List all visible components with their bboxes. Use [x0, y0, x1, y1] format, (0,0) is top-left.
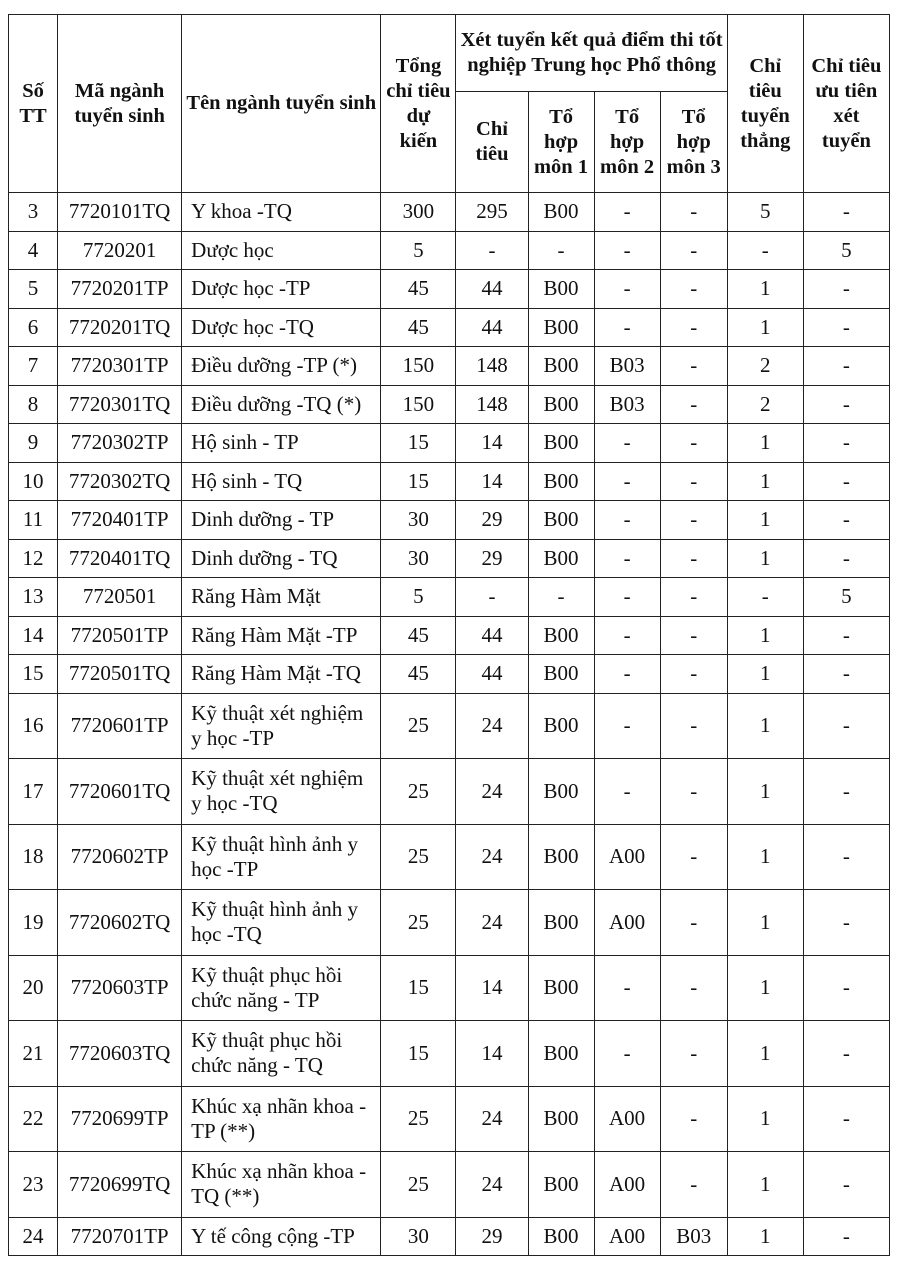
- cell-direct-quota: 1: [727, 270, 803, 309]
- cell-combo-3: -: [660, 501, 727, 540]
- cell-priority-quota: -: [803, 655, 889, 694]
- cell-total-quota: 45: [381, 270, 456, 309]
- cell-combo-2: A00: [594, 824, 660, 890]
- cell-quota: 148: [456, 347, 528, 386]
- cell-stt: 17: [9, 759, 58, 825]
- cell-stt: 16: [9, 693, 58, 759]
- header-combo-1: Tổ hợp môn 1: [528, 92, 594, 193]
- header-combo-3: Tổ hợp môn 3: [660, 92, 727, 193]
- cell-combo-3: -: [660, 578, 727, 617]
- cell-stt: 6: [9, 308, 58, 347]
- table-row: [9, 424, 890, 463]
- cell-major-name: Y tế công cộng -TP: [182, 1217, 381, 1256]
- cell-combo-2: -: [594, 308, 660, 347]
- cell-combo-1: B00: [528, 462, 594, 501]
- cell-combo-1: B00: [528, 1021, 594, 1087]
- cell-priority-quota: -: [803, 890, 889, 956]
- cell-stt: 22: [9, 1086, 58, 1152]
- cell-direct-quota: 1: [727, 759, 803, 825]
- table-row: [9, 385, 890, 424]
- cell-combo-1: B00: [528, 539, 594, 578]
- cell-priority-quota: -: [803, 693, 889, 759]
- table-row: [9, 955, 890, 1021]
- table-row: [9, 1021, 890, 1087]
- cell-total-quota: 15: [381, 462, 456, 501]
- cell-stt: 20: [9, 955, 58, 1021]
- cell-major-code: 7720501TP: [58, 616, 182, 655]
- cell-major-name: Dược học: [182, 231, 381, 270]
- cell-direct-quota: 1: [727, 1152, 803, 1218]
- cell-quota: 29: [456, 501, 528, 540]
- cell-stt: 8: [9, 385, 58, 424]
- cell-combo-3: -: [660, 955, 727, 1021]
- table-body: [9, 193, 890, 1256]
- cell-priority-quota: -: [803, 539, 889, 578]
- cell-combo-3: -: [660, 824, 727, 890]
- header-major-name: Tên ngành tuyển sinh: [182, 15, 381, 193]
- cell-stt: 9: [9, 424, 58, 463]
- header-quota: Chỉ tiêu: [456, 92, 528, 193]
- cell-quota: 295: [456, 193, 528, 232]
- table-row: [9, 539, 890, 578]
- cell-total-quota: 45: [381, 655, 456, 694]
- cell-stt: 19: [9, 890, 58, 956]
- cell-total-quota: 25: [381, 890, 456, 956]
- cell-total-quota: 30: [381, 539, 456, 578]
- cell-major-code: 7720302TP: [58, 424, 182, 463]
- cell-combo-2: A00: [594, 1086, 660, 1152]
- cell-major-name: Khúc xạ nhãn khoa - TP (**): [182, 1086, 381, 1152]
- cell-direct-quota: 1: [727, 890, 803, 956]
- cell-major-code: 7720603TQ: [58, 1021, 182, 1087]
- cell-stt: 13: [9, 578, 58, 617]
- cell-quota: 44: [456, 308, 528, 347]
- cell-combo-2: A00: [594, 1152, 660, 1218]
- cell-quota: 44: [456, 270, 528, 309]
- cell-direct-quota: -: [727, 231, 803, 270]
- cell-total-quota: 25: [381, 824, 456, 890]
- cell-major-name: Khúc xạ nhãn khoa - TQ (**): [182, 1152, 381, 1218]
- cell-total-quota: 5: [381, 231, 456, 270]
- table-row: [9, 693, 890, 759]
- cell-direct-quota: 1: [727, 539, 803, 578]
- cell-combo-2: -: [594, 578, 660, 617]
- cell-combo-3: -: [660, 1021, 727, 1087]
- cell-major-code: 7720699TP: [58, 1086, 182, 1152]
- cell-combo-3: -: [660, 347, 727, 386]
- cell-direct-quota: 1: [727, 616, 803, 655]
- cell-combo-1: B00: [528, 385, 594, 424]
- cell-combo-1: B00: [528, 616, 594, 655]
- cell-combo-2: B03: [594, 385, 660, 424]
- cell-major-name: Dinh dưỡng - TP: [182, 501, 381, 540]
- table-row: [9, 501, 890, 540]
- cell-total-quota: 30: [381, 1217, 456, 1256]
- cell-total-quota: 25: [381, 693, 456, 759]
- cell-priority-quota: -: [803, 616, 889, 655]
- cell-direct-quota: 2: [727, 347, 803, 386]
- table-row: [9, 1086, 890, 1152]
- cell-major-name: Răng Hàm Mặt -TP: [182, 616, 381, 655]
- cell-priority-quota: -: [803, 1152, 889, 1218]
- header-exam-admission: Xét tuyển kết quả điểm thi tốt nghiệp Trung học Phổ thông: [456, 15, 727, 92]
- cell-combo-2: -: [594, 539, 660, 578]
- cell-quota: -: [456, 231, 528, 270]
- cell-combo-3: -: [660, 462, 727, 501]
- cell-total-quota: 150: [381, 385, 456, 424]
- cell-combo-2: -: [594, 193, 660, 232]
- cell-major-name: Điều dưỡng -TQ (*): [182, 385, 381, 424]
- cell-quota: 29: [456, 1217, 528, 1256]
- cell-stt: 4: [9, 231, 58, 270]
- cell-combo-2: -: [594, 955, 660, 1021]
- cell-stt: 7: [9, 347, 58, 386]
- cell-quota: 44: [456, 616, 528, 655]
- cell-major-code: 7720601TP: [58, 693, 182, 759]
- cell-priority-quota: -: [803, 824, 889, 890]
- cell-direct-quota: 1: [727, 693, 803, 759]
- cell-direct-quota: 1: [727, 462, 803, 501]
- cell-major-code: 7720602TP: [58, 824, 182, 890]
- cell-major-code: 7720699TQ: [58, 1152, 182, 1218]
- table-row: [9, 655, 890, 694]
- cell-combo-3: -: [660, 385, 727, 424]
- cell-major-name: Răng Hàm Mặt: [182, 578, 381, 617]
- header-row-top: [9, 15, 890, 92]
- cell-combo-3: -: [660, 193, 727, 232]
- cell-total-quota: 45: [381, 308, 456, 347]
- cell-combo-1: B00: [528, 424, 594, 463]
- cell-major-code: 7720501: [58, 578, 182, 617]
- cell-priority-quota: -: [803, 1217, 889, 1256]
- cell-total-quota: 25: [381, 1152, 456, 1218]
- cell-major-code: 7720601TQ: [58, 759, 182, 825]
- cell-stt: 18: [9, 824, 58, 890]
- cell-total-quota: 15: [381, 1021, 456, 1087]
- cell-direct-quota: 1: [727, 308, 803, 347]
- cell-major-code: 7720501TQ: [58, 655, 182, 694]
- cell-combo-2: -: [594, 462, 660, 501]
- cell-combo-3: -: [660, 308, 727, 347]
- cell-combo-1: -: [528, 578, 594, 617]
- cell-major-name: Dinh dưỡng - TQ: [182, 539, 381, 578]
- table-row: [9, 231, 890, 270]
- cell-combo-3: -: [660, 424, 727, 463]
- cell-combo-2: -: [594, 759, 660, 825]
- cell-priority-quota: -: [803, 501, 889, 540]
- cell-major-name: Y khoa -TQ: [182, 193, 381, 232]
- cell-direct-quota: 5: [727, 193, 803, 232]
- cell-major-name: Răng Hàm Mặt -TQ: [182, 655, 381, 694]
- cell-major-name: Kỹ thuật xét nghiệm y học -TQ: [182, 759, 381, 825]
- cell-major-code: 7720301TQ: [58, 385, 182, 424]
- cell-combo-1: -: [528, 231, 594, 270]
- cell-direct-quota: 2: [727, 385, 803, 424]
- table-row: [9, 462, 890, 501]
- cell-major-code: 7720101TQ: [58, 193, 182, 232]
- table-row: [9, 578, 890, 617]
- table-row: [9, 890, 890, 956]
- cell-direct-quota: 1: [727, 824, 803, 890]
- cell-major-code: 7720401TQ: [58, 539, 182, 578]
- cell-combo-3: -: [660, 890, 727, 956]
- cell-major-name: Kỹ thuật phục hồi chức năng - TQ: [182, 1021, 381, 1087]
- cell-major-code: 7720201TQ: [58, 308, 182, 347]
- table-row: [9, 824, 890, 890]
- cell-stt: 15: [9, 655, 58, 694]
- cell-total-quota: 45: [381, 616, 456, 655]
- cell-combo-1: B00: [528, 824, 594, 890]
- cell-stt: 24: [9, 1217, 58, 1256]
- cell-priority-quota: -: [803, 347, 889, 386]
- header-priority-admission: Chỉ tiêu ưu tiên xét tuyển: [803, 15, 889, 193]
- cell-combo-2: B03: [594, 347, 660, 386]
- cell-combo-1: B00: [528, 1217, 594, 1256]
- cell-major-name: Dược học -TP: [182, 270, 381, 309]
- header-total-quota: Tổng chỉ tiêu dự kiến: [381, 15, 456, 193]
- cell-combo-3: -: [660, 539, 727, 578]
- cell-total-quota: 5: [381, 578, 456, 617]
- cell-combo-3: -: [660, 1086, 727, 1152]
- header-stt: Số TT: [9, 15, 58, 193]
- table-row: [9, 193, 890, 232]
- cell-priority-quota: -: [803, 759, 889, 825]
- header-combo-2: Tổ hợp môn 2: [594, 92, 660, 193]
- cell-major-code: 7720301TP: [58, 347, 182, 386]
- cell-priority-quota: -: [803, 308, 889, 347]
- cell-combo-1: B00: [528, 193, 594, 232]
- cell-combo-2: -: [594, 655, 660, 694]
- cell-priority-quota: -: [803, 385, 889, 424]
- cell-combo-1: B00: [528, 347, 594, 386]
- cell-combo-2: A00: [594, 890, 660, 956]
- cell-priority-quota: -: [803, 193, 889, 232]
- cell-direct-quota: 1: [727, 955, 803, 1021]
- cell-combo-1: B00: [528, 759, 594, 825]
- cell-combo-3: B03: [660, 1217, 727, 1256]
- cell-total-quota: 15: [381, 955, 456, 1021]
- cell-quota: 14: [456, 462, 528, 501]
- table-row: [9, 308, 890, 347]
- cell-major-code: 7720401TP: [58, 501, 182, 540]
- cell-combo-3: -: [660, 616, 727, 655]
- cell-total-quota: 150: [381, 347, 456, 386]
- cell-major-name: Kỹ thuật hình ảnh y học -TP: [182, 824, 381, 890]
- cell-stt: 11: [9, 501, 58, 540]
- cell-combo-1: B00: [528, 270, 594, 309]
- cell-major-code: 7720201TP: [58, 270, 182, 309]
- cell-direct-quota: 1: [727, 1086, 803, 1152]
- cell-major-code: 7720302TQ: [58, 462, 182, 501]
- table-row: [9, 759, 890, 825]
- cell-stt: 21: [9, 1021, 58, 1087]
- cell-combo-1: B00: [528, 308, 594, 347]
- cell-quota: -: [456, 578, 528, 617]
- cell-combo-3: -: [660, 693, 727, 759]
- cell-stt: 3: [9, 193, 58, 232]
- cell-major-name: Dược học -TQ: [182, 308, 381, 347]
- cell-quota: 14: [456, 955, 528, 1021]
- cell-priority-quota: -: [803, 424, 889, 463]
- admission-quota-table: [8, 14, 890, 1256]
- cell-priority-quota: -: [803, 1021, 889, 1087]
- cell-major-code: 7720602TQ: [58, 890, 182, 956]
- cell-total-quota: 25: [381, 1086, 456, 1152]
- cell-major-name: Kỹ thuật phục hồi chức năng - TP: [182, 955, 381, 1021]
- cell-combo-1: B00: [528, 1152, 594, 1218]
- cell-major-name: Điều dưỡng -TP (*): [182, 347, 381, 386]
- cell-combo-3: -: [660, 231, 727, 270]
- cell-total-quota: 15: [381, 424, 456, 463]
- cell-combo-2: -: [594, 1021, 660, 1087]
- cell-major-code: 7720201: [58, 231, 182, 270]
- cell-priority-quota: -: [803, 1086, 889, 1152]
- cell-combo-2: A00: [594, 1217, 660, 1256]
- table-row: [9, 347, 890, 386]
- cell-quota: 24: [456, 890, 528, 956]
- cell-combo-3: -: [660, 759, 727, 825]
- cell-combo-3: -: [660, 270, 727, 309]
- cell-direct-quota: 1: [727, 655, 803, 694]
- cell-stt: 5: [9, 270, 58, 309]
- header-major-code: Mã ngành tuyển sinh: [58, 15, 182, 193]
- cell-quota: 24: [456, 1086, 528, 1152]
- cell-combo-1: B00: [528, 693, 594, 759]
- cell-direct-quota: 1: [727, 501, 803, 540]
- cell-direct-quota: 1: [727, 1217, 803, 1256]
- cell-combo-1: B00: [528, 501, 594, 540]
- cell-major-code: 7720603TP: [58, 955, 182, 1021]
- cell-major-name: Kỹ thuật hình ảnh y học -TQ: [182, 890, 381, 956]
- cell-quota: 14: [456, 424, 528, 463]
- table-row: [9, 616, 890, 655]
- cell-stt: 12: [9, 539, 58, 578]
- cell-combo-2: -: [594, 424, 660, 463]
- cell-major-code: 7720701TP: [58, 1217, 182, 1256]
- cell-major-name: Hộ sinh - TP: [182, 424, 381, 463]
- cell-combo-2: -: [594, 501, 660, 540]
- cell-combo-2: -: [594, 231, 660, 270]
- cell-priority-quota: 5: [803, 231, 889, 270]
- table-row: [9, 270, 890, 309]
- cell-major-name: Kỹ thuật xét nghiệm y học -TP: [182, 693, 381, 759]
- cell-combo-1: B00: [528, 655, 594, 694]
- cell-combo-1: B00: [528, 955, 594, 1021]
- cell-priority-quota: -: [803, 955, 889, 1021]
- cell-quota: 29: [456, 539, 528, 578]
- cell-stt: 23: [9, 1152, 58, 1218]
- cell-quota: 24: [456, 693, 528, 759]
- cell-total-quota: 300: [381, 193, 456, 232]
- cell-combo-1: B00: [528, 890, 594, 956]
- cell-quota: 148: [456, 385, 528, 424]
- cell-priority-quota: -: [803, 270, 889, 309]
- cell-direct-quota: 1: [727, 1021, 803, 1087]
- cell-priority-quota: -: [803, 462, 889, 501]
- header-direct-admission: Chỉ tiêu tuyển thẳng: [727, 15, 803, 193]
- cell-combo-2: -: [594, 270, 660, 309]
- cell-combo-3: -: [660, 655, 727, 694]
- cell-major-name: Hộ sinh - TQ: [182, 462, 381, 501]
- cell-combo-3: -: [660, 1152, 727, 1218]
- cell-combo-2: -: [594, 693, 660, 759]
- cell-total-quota: 25: [381, 759, 456, 825]
- cell-combo-2: -: [594, 616, 660, 655]
- cell-total-quota: 30: [381, 501, 456, 540]
- cell-quota: 14: [456, 1021, 528, 1087]
- table-row: [9, 1217, 890, 1256]
- cell-priority-quota: 5: [803, 578, 889, 617]
- cell-direct-quota: -: [727, 578, 803, 617]
- cell-stt: 10: [9, 462, 58, 501]
- cell-quota: 24: [456, 1152, 528, 1218]
- cell-quota: 44: [456, 655, 528, 694]
- cell-stt: 14: [9, 616, 58, 655]
- cell-direct-quota: 1: [727, 424, 803, 463]
- table-row: [9, 1152, 890, 1218]
- cell-quota: 24: [456, 824, 528, 890]
- cell-combo-1: B00: [528, 1086, 594, 1152]
- cell-quota: 24: [456, 759, 528, 825]
